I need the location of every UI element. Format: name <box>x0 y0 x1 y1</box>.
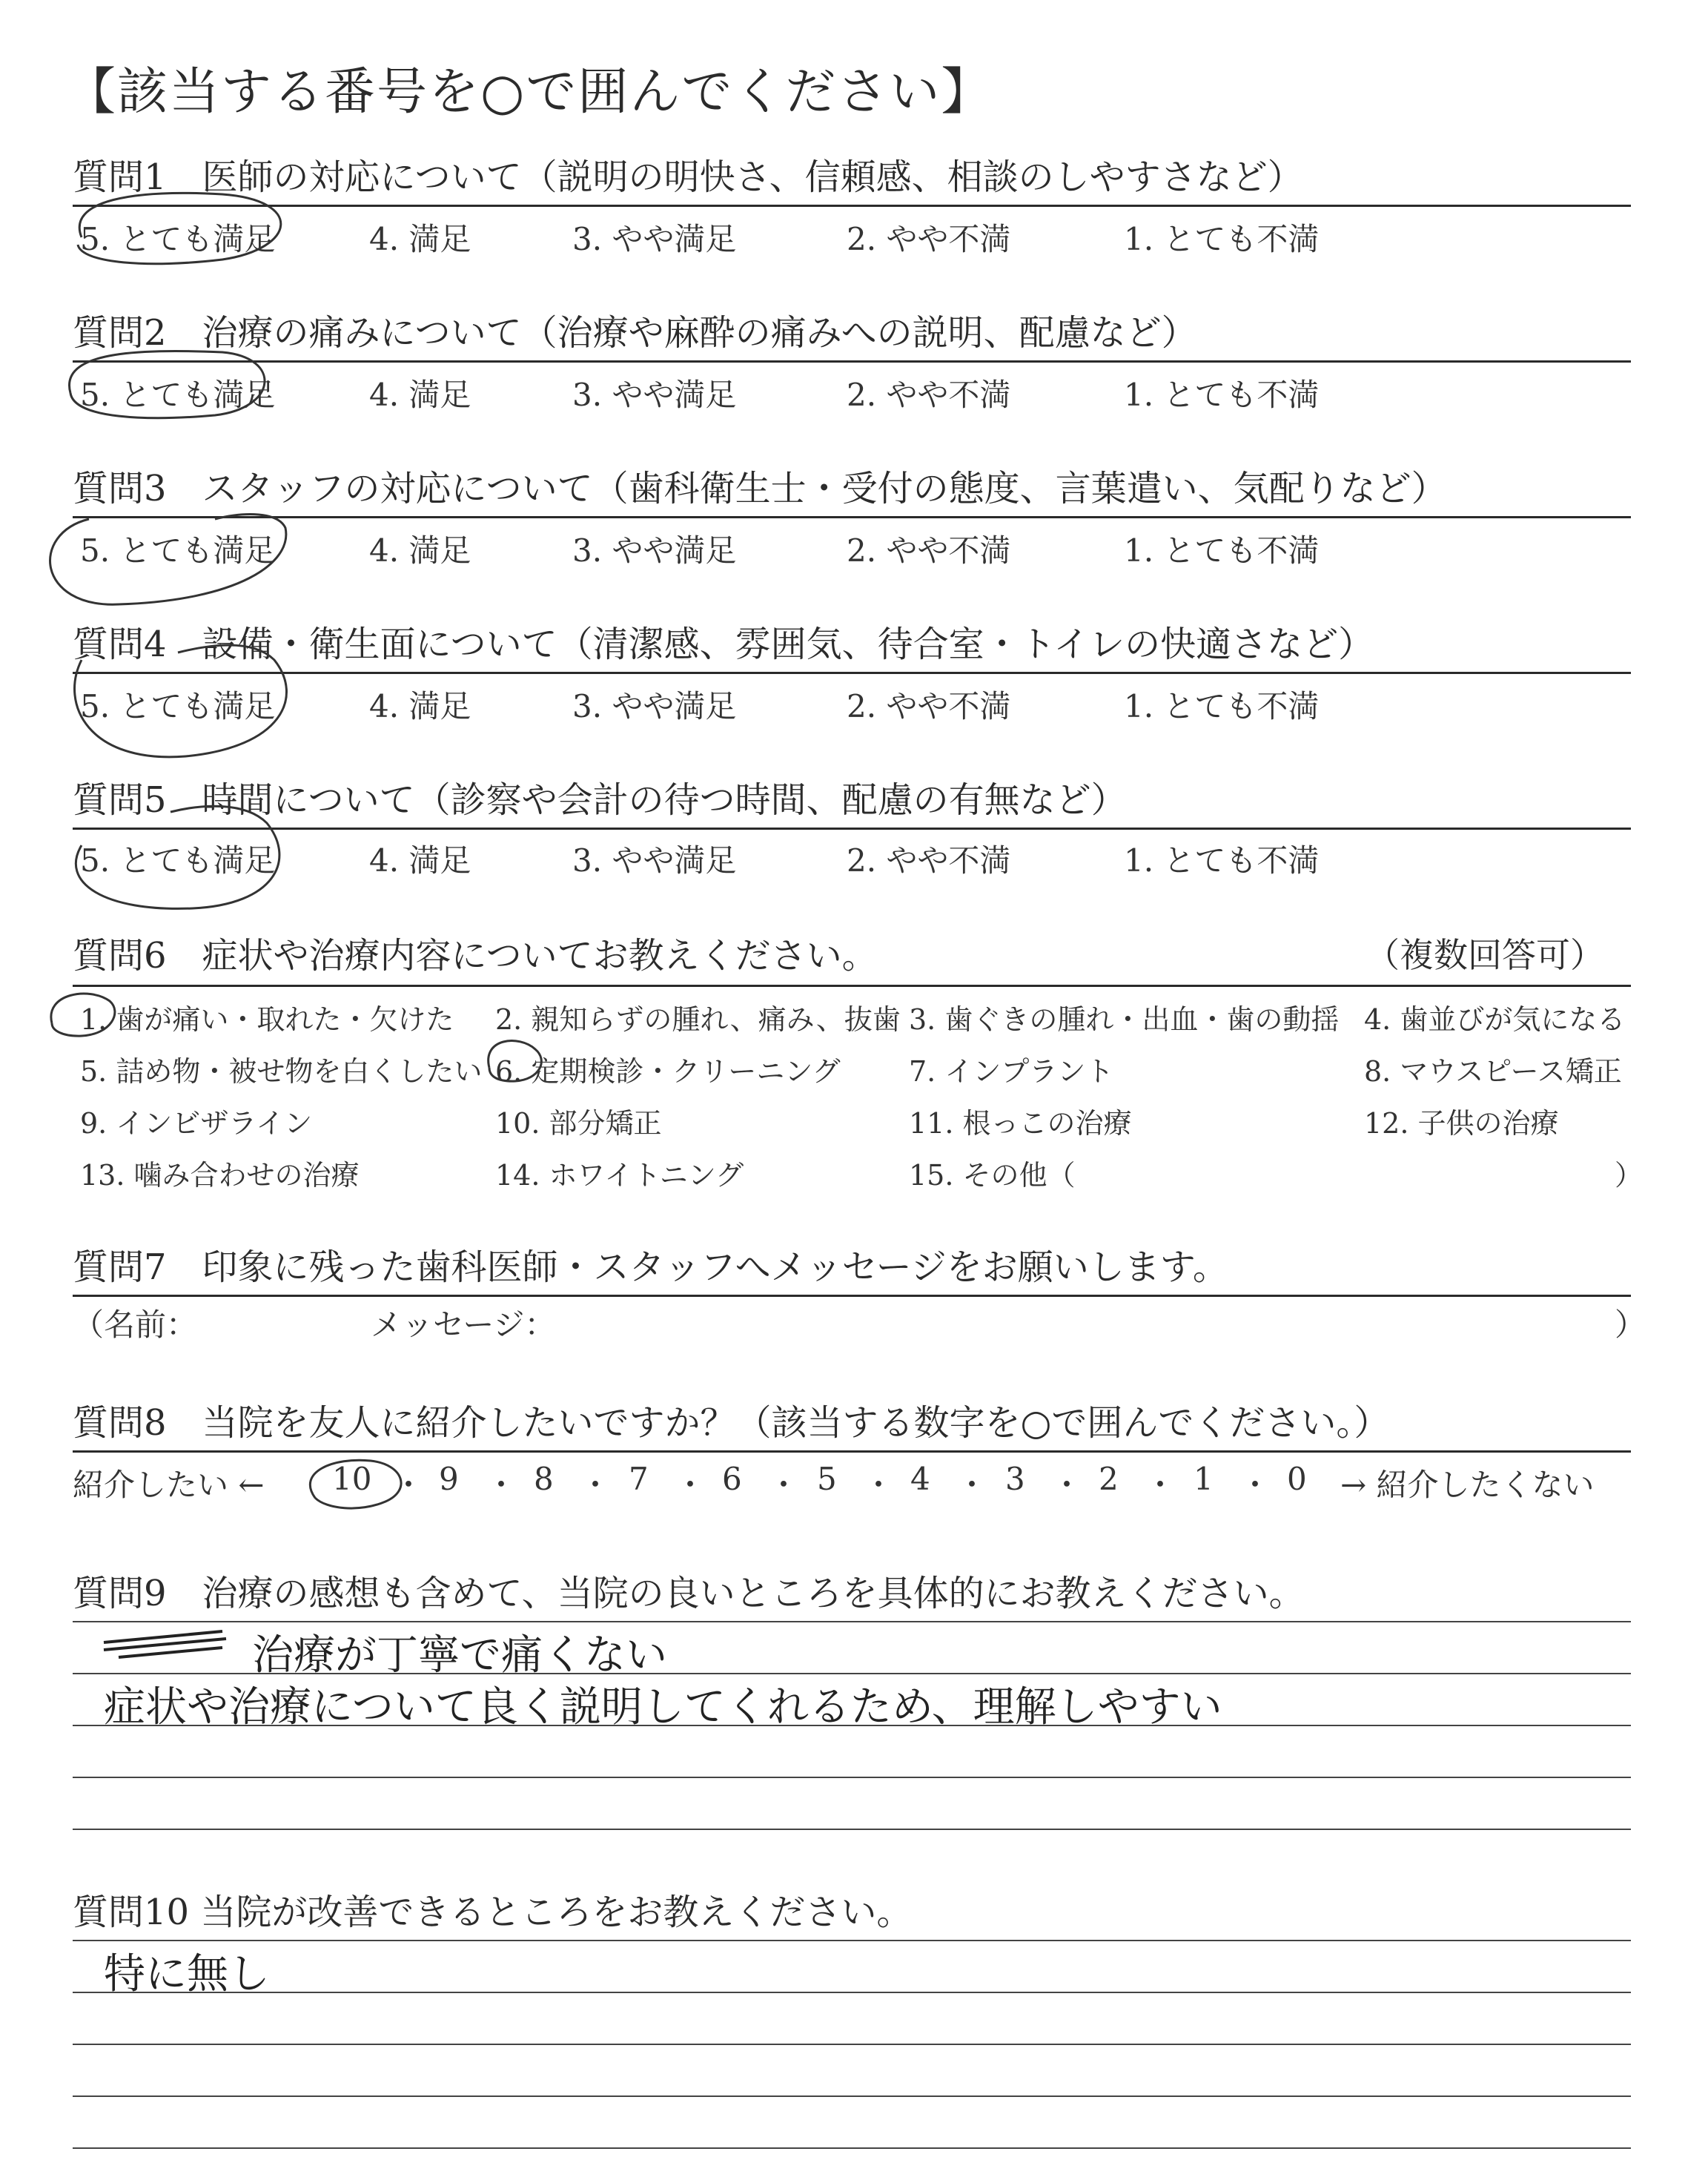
q2-rule <box>73 360 1631 363</box>
q8-rule <box>73 1450 1631 1453</box>
q5-option-4[interactable]: 4. 満足 <box>369 842 471 879</box>
q6-option-4[interactable]: 4. 歯並びが気になる <box>1364 1003 1626 1036</box>
q9-strikethrough <box>104 1639 226 1650</box>
q6-option-8[interactable]: 8. マウスピース矯正 <box>1364 1055 1622 1088</box>
q8-sep: ・ <box>393 1467 425 1503</box>
q8-score-9[interactable]: 9 <box>439 1461 459 1497</box>
q6-option-12[interactable]: 12. 子供の治療 <box>1364 1107 1559 1140</box>
q8-score-8[interactable]: 8 <box>534 1461 554 1497</box>
q6-title: 質問6 症状や治療内容についてお教えください。 <box>73 935 878 977</box>
q8-sep: ・ <box>486 1467 517 1503</box>
q6-option-3[interactable]: 3. 歯ぐきの腫れ・出血・歯の動揺 <box>909 1003 1340 1036</box>
q8-score-2[interactable]: 2 <box>1099 1461 1119 1497</box>
q4-option-2[interactable]: 2. やや不満 <box>847 688 1011 724</box>
q1-option-2[interactable]: 2. やや不満 <box>847 221 1011 257</box>
q4-option-4[interactable]: 4. 満足 <box>369 688 471 724</box>
q5-option-1[interactable]: 1. とても不満 <box>1124 842 1320 879</box>
q7-message-label: メッセージ： <box>371 1307 556 1343</box>
q6-rule <box>73 985 1631 987</box>
q1-option-3[interactable]: 3. やや満足 <box>572 221 737 257</box>
q8-score-7[interactable]: 7 <box>629 1461 649 1497</box>
q5-option-3[interactable]: 3. やや満足 <box>572 842 737 879</box>
q9-answer-1: 治療が丁寧で痛くない <box>252 1631 667 1680</box>
q5-option-2[interactable]: 2. やや不満 <box>847 842 1011 879</box>
q10-line-4 <box>73 2095 1631 2097</box>
q10-line-1 <box>73 1940 1631 1941</box>
q8-score-0[interactable]: 0 <box>1287 1461 1307 1497</box>
q3-option-3[interactable]: 3. やや満足 <box>572 532 737 569</box>
q2-option-3[interactable]: 3. やや満足 <box>572 377 737 413</box>
q1-option-5[interactable]: 5. とても満足 <box>80 221 276 257</box>
q8-sep: ・ <box>1051 1467 1083 1503</box>
q10-line-5 <box>73 2147 1631 2149</box>
q8-sep: ・ <box>1239 1467 1271 1503</box>
q4-rule <box>73 672 1631 674</box>
q8-score-3[interactable]: 3 <box>1005 1461 1025 1497</box>
q8-score-5[interactable]: 5 <box>817 1461 837 1497</box>
q5-rule <box>73 828 1631 830</box>
q5-title: 質問5 時間について（診察や会計の待つ時間、配慮の有無など） <box>73 779 1127 821</box>
q10-line-2 <box>73 1992 1631 1993</box>
q3-option-5[interactable]: 5. とても満足 <box>80 532 276 569</box>
q3-option-4[interactable]: 4. 満足 <box>369 532 471 569</box>
q8-sep: ・ <box>863 1467 895 1503</box>
q8-sep: ・ <box>768 1467 800 1503</box>
q6-multi-note: （複数回答可） <box>1366 935 1604 975</box>
q6-option-14[interactable]: 14. ホワイトニング <box>495 1159 744 1192</box>
q2-title: 質問2 治療の痛みについて（治療や麻酔の痛みへの説明、配慮など） <box>73 312 1197 354</box>
q9-title: 質問9 治療の感想も含めて、当院の良いところを具体的にお教えください。 <box>73 1573 1305 1614</box>
q8-right-label: → 紹介したくない <box>1340 1467 1595 1503</box>
q1-option-1[interactable]: 1. とても不満 <box>1124 221 1320 257</box>
q8-sep: ・ <box>956 1467 988 1503</box>
q7-rule <box>73 1295 1631 1297</box>
q7-title: 質問7 印象に残った歯科医師・スタッフへメッセージをお願いします。 <box>73 1246 1228 1288</box>
page-header: 【該当する番号を○で囲んでください】 <box>65 63 993 122</box>
q6-option-6[interactable]: 6. 定期検診・クリーニング <box>495 1055 841 1088</box>
q4-option-5[interactable]: 5. とても満足 <box>80 688 276 724</box>
q6-option-15-close: ） <box>1615 1159 1644 1192</box>
q2-option-5[interactable]: 5. とても満足 <box>80 377 276 413</box>
q4-option-3[interactable]: 3. やや満足 <box>572 688 737 724</box>
q3-rule <box>73 516 1631 518</box>
q9-strikethrough <box>104 1631 222 1642</box>
q9-line-5 <box>73 1829 1631 1830</box>
q1-title: 質問1 医師の対応について（説明の明快さ、信頼感、相談のしやすさなど） <box>73 156 1303 198</box>
q3-title: 質問3 スタッフの対応について（歯科衛生士・受付の態度、言葉遣い、気配りなど） <box>73 468 1447 509</box>
q9-strikethrough <box>119 1648 222 1657</box>
q8-score-4[interactable]: 4 <box>910 1461 930 1497</box>
q2-option-4[interactable]: 4. 満足 <box>369 377 471 413</box>
q3-option-1[interactable]: 1. とても不満 <box>1124 532 1320 569</box>
q6-option-5[interactable]: 5. 詰め物・被せ物を白くしたい <box>80 1055 483 1088</box>
q9-line-4 <box>73 1777 1631 1778</box>
q5-option-5[interactable]: 5. とても満足 <box>80 842 276 879</box>
q6-option-15[interactable]: 15. その他（ <box>909 1159 1076 1192</box>
q9-answer-2: 症状や治療について良く説明してくれるため、理解しやすい <box>104 1683 1222 1731</box>
q4-title: 質問4 設備・衛生面について（清潔感、雰囲気、待合室・トイレの快適さなど） <box>73 624 1374 665</box>
q4-option-1[interactable]: 1. とても不満 <box>1124 688 1320 724</box>
q10-title: 質問10 当院が改善できるところをお教えください。 <box>73 1892 913 1933</box>
q6-option-2[interactable]: 2. 親知らずの腫れ、痛み、抜歯 <box>495 1003 901 1036</box>
q1-rule <box>73 205 1631 207</box>
q2-option-2[interactable]: 2. やや不満 <box>847 377 1011 413</box>
q6-option-7[interactable]: 7. インプラント <box>909 1055 1114 1088</box>
q2-option-1[interactable]: 1. とても不満 <box>1124 377 1320 413</box>
q10-answer-1: 特に無し <box>104 1950 270 1998</box>
q8-score-1[interactable]: 1 <box>1194 1461 1214 1497</box>
q6-option-1[interactable]: 1. 歯が痛い・取れた・欠けた <box>80 1003 454 1036</box>
q8-sep: ・ <box>1145 1467 1176 1503</box>
q7-close-paren: ） <box>1615 1307 1646 1343</box>
q6-option-10[interactable]: 10. 部分矯正 <box>495 1107 662 1140</box>
q3-option-2[interactable]: 2. やや不満 <box>847 532 1011 569</box>
q6-option-11[interactable]: 11. 根っこの治療 <box>909 1107 1132 1140</box>
q8-title: 質問8 当院を友人に紹介したいですか？（該当する数字を○で囲んでください。） <box>73 1402 1390 1444</box>
q6-option-9[interactable]: 9. インビザライン <box>80 1107 313 1140</box>
q8-sep: ・ <box>675 1467 706 1503</box>
q8-left-label: 紹介したい ← <box>73 1467 265 1503</box>
q8-sep: ・ <box>580 1467 612 1503</box>
q10-line-3 <box>73 2044 1631 2045</box>
q8-score-10[interactable]: 10 <box>332 1461 372 1497</box>
q8-score-6[interactable]: 6 <box>722 1461 742 1497</box>
q1-option-4[interactable]: 4. 満足 <box>369 221 471 257</box>
q6-option-13[interactable]: 13. 噛み合わせの治療 <box>80 1159 360 1192</box>
q7-name-label: （名前： <box>73 1307 198 1343</box>
